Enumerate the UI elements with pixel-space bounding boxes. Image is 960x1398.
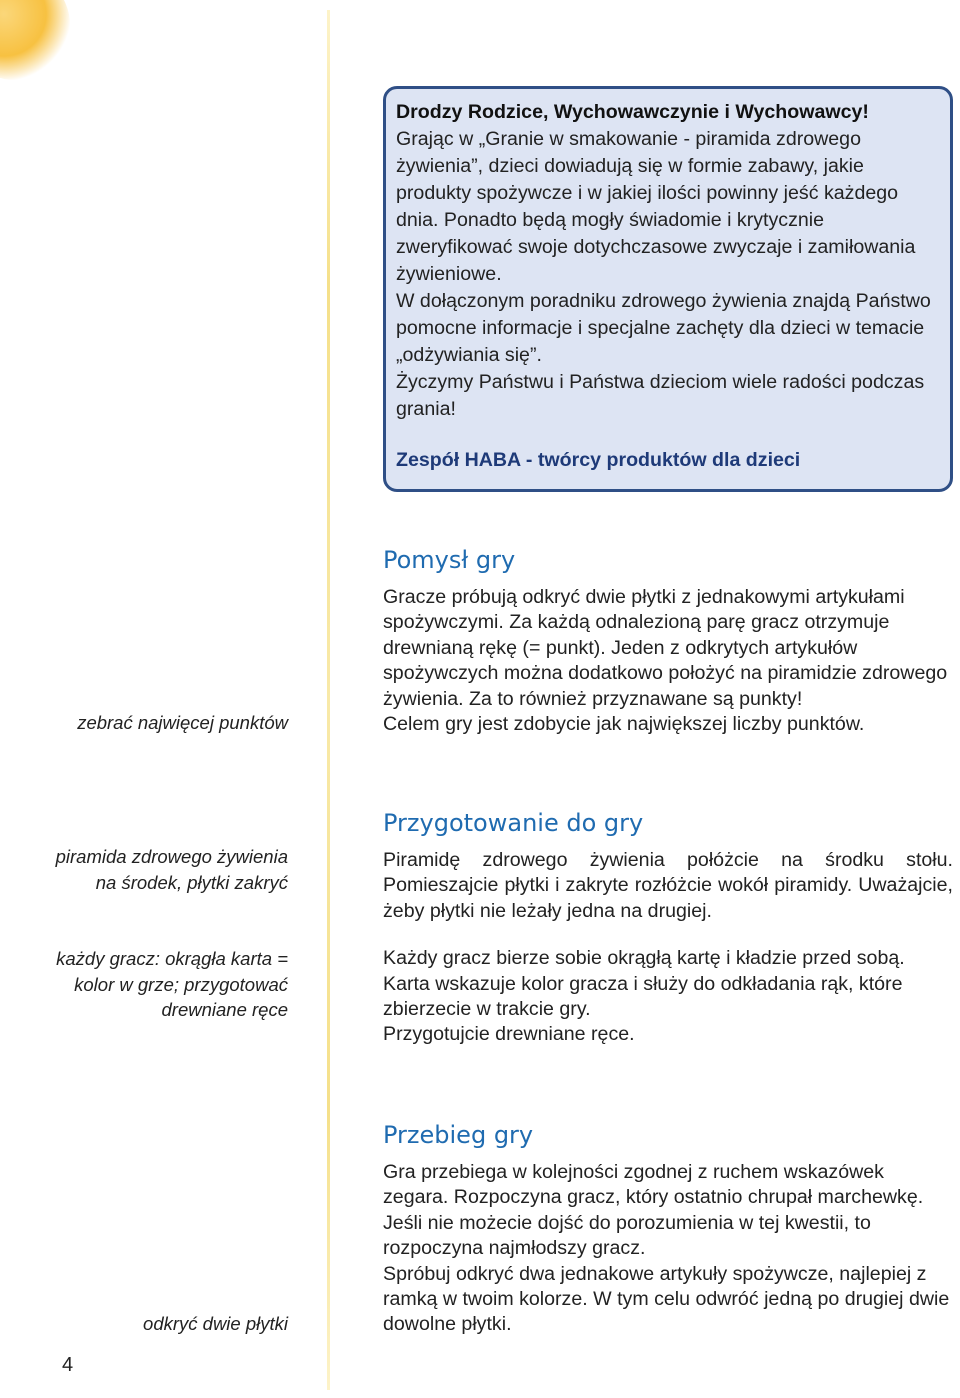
intro-paragraph: Życzymy Państwu i Państwa dzieciom wiele radości podczas grania!: [396, 371, 925, 420]
section-paragraph: Każdy gracz bierze sobie okrągłą kartę i kładzie przed sobą. Karta wskazuje kolor gracza i służy do odkładania rąk, które zbierzecie w trakcie gry.: [383, 947, 905, 1021]
margin-note-setup-1: [38, 844, 288, 895]
section-paragraph: Gra przebiega w kolejności zgodnej z ruchem wskazówek zegara. Rozpoczyna gracz, który ostatnio chrupał marchewkę. Jeśli nie możecie dojść do porozumienia w tej kwestii, to rozpoczyna najmłodszy gracz.: [383, 1161, 924, 1260]
section-setup: [383, 808, 953, 1048]
section-title: Przygotowanie do gry: [383, 809, 644, 837]
margin-note-text: zebrać najwięcej punktów: [77, 712, 288, 733]
margin-note-goal: [38, 710, 288, 736]
section-paragraph: Gracze próbują odkryć dwie płytki z jednakowymi artykułami spożywczymi. Za każdą odnalezioną parę gracz otrzymuje drewnianą rękę (= punkt). Jeden z odkrytych artykułów spożywczych można dodatkowo położyć na piramidzie zdrowego żywienia. Za to również przyznawane są punkty!: [383, 586, 948, 710]
page-number: 4: [62, 1354, 74, 1376]
margin-note-play: [38, 1311, 288, 1337]
section-paragraph: Przygotujcie drewniane ręce.: [383, 1023, 635, 1046]
sun-decoration-icon: [0, 0, 70, 80]
section-title: Przebieg gry: [383, 1121, 534, 1149]
intro-greeting: Drodzy Rodzice, Wychowawczynie i Wychowawcy!: [396, 101, 869, 123]
section-paragraph: Piramidę zdrowego żywienia połóżcie na środku stołu. Pomieszajcie płytki i zakryte rozłóżcie wokół piramidy. Uważajcie, żeby płytki nie leżały jedna na drugiej.: [383, 849, 953, 922]
intro-paragraph: W dołączonym poradniku zdrowego żywienia znajdą Państwo pomocne informacje i specjalne zachęty dla dzieci w temacie „odżywiania się”.: [396, 290, 931, 366]
margin-note-text: odkryć dwie płytki: [143, 1313, 288, 1334]
intro-signature: Zespół HABA - twórcy produktów dla dzieci: [396, 449, 801, 471]
intro-paragraph: Grając w „Granie w smakowanie - piramida zdrowego żywienia”, dzieci dowiadują się w formie zabawy, jakie produkty spożywcze i w jakiej ilości powinny jeść każdego dnia. Ponadto będą mogły świadomie i krytycznie zweryfikować swoje dotychczasowe zwyczaje i zamiłowania żywieniowe.: [396, 128, 916, 285]
margin-note-setup-2: [38, 946, 288, 1023]
section-play: [383, 1120, 953, 1338]
section-title: Pomysł gry: [383, 546, 516, 574]
section-idea: [383, 545, 953, 737]
section-paragraph: Spróbuj odkryć dwa jednakowe artykuły spożywcze, najlepiej z ramką w twoim kolorze. W tym celu odwróć jedną po drugiej dwie dowolne płytki.: [383, 1262, 950, 1336]
column-divider: [327, 10, 330, 1390]
intro-box: [383, 86, 953, 492]
section-paragraph: Celem gry jest zdobycie jak największej liczby punktów.: [383, 713, 865, 736]
margin-note-text: piramida zdrowego żywienia na środek, płytki zakryć: [55, 846, 288, 893]
margin-note-text: każdy gracz: okrągła karta = kolor w grze; przygotować drewniane ręce: [56, 948, 288, 1020]
